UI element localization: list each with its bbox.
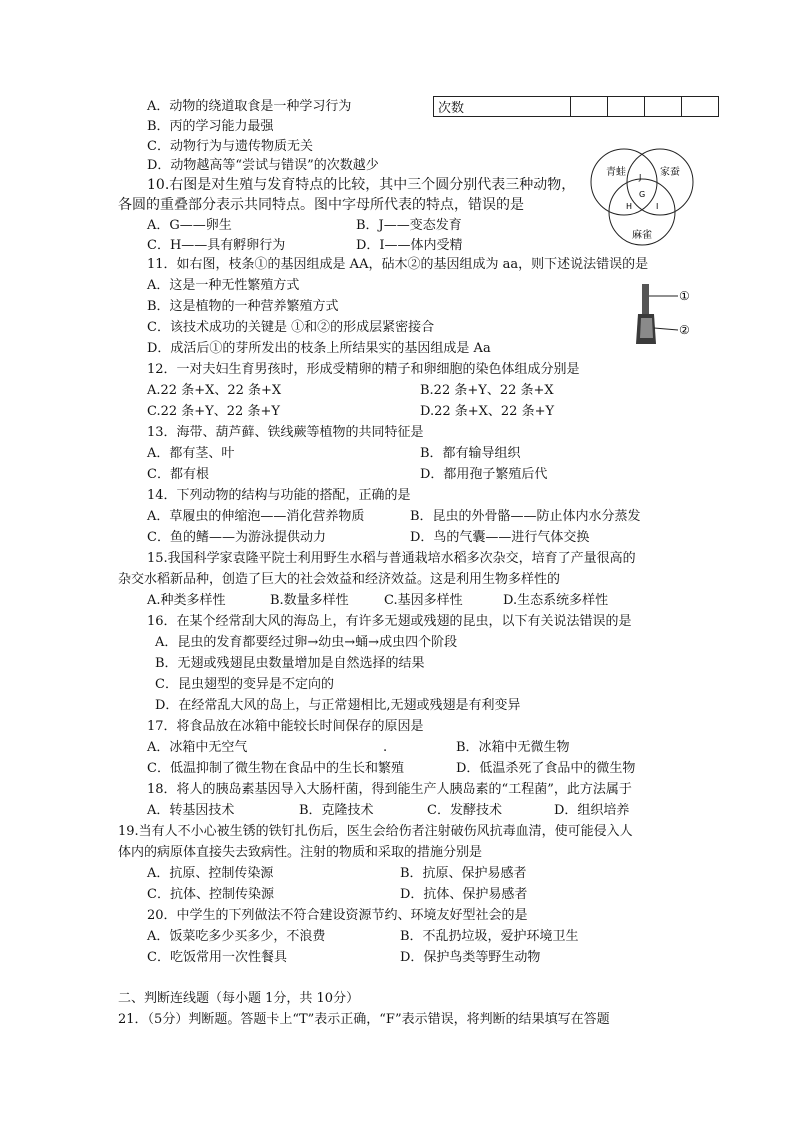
label-rootstock: ② bbox=[679, 323, 690, 337]
question-option: D.生态系统多样性 bbox=[503, 593, 609, 608]
grafting-illustration bbox=[632, 278, 704, 350]
question-option: C．H——具有孵卵行为 bbox=[147, 238, 286, 253]
venn-letter-j: J bbox=[639, 173, 642, 182]
question-option: C．都有根 bbox=[147, 467, 209, 482]
question-option: D．在经常乱大风的岛上，与正常翅相比,无翅或残翅是有利变异 bbox=[155, 698, 521, 713]
question-option: D．成活后①的芽所发出的枝条上所结果实的基因组成是 Aa bbox=[147, 341, 491, 356]
venn-label-silkworm: 家蚕 bbox=[660, 167, 680, 178]
section-heading: 二、判断连线题（每小题 1分，共 10分） bbox=[118, 991, 360, 1006]
question-option: C．抗体、控制传染源 bbox=[147, 887, 274, 902]
question-option: A．G——卵生 bbox=[147, 218, 232, 233]
question-option: A.种类多样性 bbox=[147, 593, 226, 608]
question-option: C．昆虫翅型的变异是不定向的 bbox=[155, 677, 334, 692]
stray-dot: . bbox=[383, 740, 388, 755]
question-option: D．I——体内受精 bbox=[356, 238, 463, 253]
venn-circle-frog bbox=[591, 149, 657, 215]
question-option: B．J——变态发育 bbox=[356, 218, 462, 233]
question-option: D．抗体、保护易感者 bbox=[400, 887, 528, 902]
question-option: A．昆虫的发育都要经过卵→幼虫→蛹→成虫四个阶段 bbox=[155, 635, 458, 650]
question-option: D.22 条+X、22 条+Y bbox=[420, 404, 555, 419]
question-option: A．冰箱中无空气 bbox=[147, 740, 248, 755]
question-stem: 杂交水稻新品种，创造了巨大的社会效益和经济效益。这是利用生物多样性的 bbox=[118, 572, 561, 587]
venn-letter-h: H bbox=[626, 202, 633, 211]
question-option: D．都用孢子繁殖后代 bbox=[420, 467, 548, 482]
question-stem: 19.当有人不小心被生锈的铁钉扎伤后，医生会给伤者注射破伤风抗毒血清，使可能侵入人 bbox=[118, 824, 633, 839]
question-option: B.数量多样性 bbox=[270, 593, 349, 608]
question-option: C．低温抑制了微生物在食品中的生长和繁殖 bbox=[147, 761, 404, 776]
venn-circle-silkworm bbox=[627, 149, 693, 215]
question-option: A．抗原、控制传染源 bbox=[147, 866, 274, 881]
venn-letter-i: I bbox=[656, 202, 659, 211]
question-option: A．这是一种无性繁殖方式 bbox=[147, 278, 300, 293]
question-option: B．不乱扔垃圾，爱护环境卫生 bbox=[400, 929, 579, 944]
question-stem: 17．将食品放在冰箱中能较长时间保存的原因是 bbox=[147, 719, 424, 734]
question-stem: 体内的病原体直接失去致病性。注射的物质和采取的措施分别是 bbox=[118, 845, 483, 860]
question-option: C．动物行为与遗传物质无关 bbox=[147, 139, 313, 154]
question-stem: 13．海带、葫芦藓、铁线蕨等植物的共同特征是 bbox=[147, 425, 424, 440]
question-option: D．低温杀死了食品中的微生物 bbox=[456, 761, 636, 776]
question-option: D．动物越高等“尝试与错误”的次数越少 bbox=[147, 158, 379, 173]
question-option: B．无翅或残翅昆虫数量增加是自然选择的结果 bbox=[155, 656, 425, 671]
question-option: B．都有输导组织 bbox=[420, 446, 521, 461]
question-option: A．饭菜吃多少买多少，不浪费 bbox=[147, 929, 326, 944]
question-stem: 20．中学生的下列做法不符合建设资源节约、环境友好型社会的是 bbox=[147, 908, 528, 923]
venn-diagram bbox=[588, 146, 698, 256]
table-header-cell: 次数 bbox=[434, 97, 571, 117]
question-stem: 16．在某个经常刮大风的海岛上，有许多无翅或残翅的昆虫，以下有关说法错误的是 bbox=[147, 614, 632, 629]
table-cell bbox=[571, 97, 608, 117]
question-stem: 各圆的重叠部分表示共同特点。图中字母所代表的特点，错误的是 bbox=[118, 197, 524, 213]
question-stem: 11．如右图，枝条①的基因组成是 AA，砧木②的基因组成为 aa，则下述说法错误的是 bbox=[147, 257, 649, 272]
question-option: C．吃饭常用一次性餐具 bbox=[147, 950, 287, 965]
question-option: A．动物的绕道取食是一种学习行为 bbox=[147, 99, 352, 114]
label-scion: ① bbox=[679, 289, 690, 303]
question-option: C．鱼的鳍——为游泳提供动力 bbox=[147, 530, 326, 545]
scion-shape bbox=[642, 284, 649, 314]
venn-label-sparrow: 麻雀 bbox=[632, 230, 652, 241]
question-option: D．组织培养 bbox=[554, 803, 630, 818]
question-option: B．冰箱中无微生物 bbox=[456, 740, 570, 755]
question-option: B．这是植物的一种营养繁殖方式 bbox=[147, 299, 339, 314]
question-option: A．都有茎、叶 bbox=[147, 446, 235, 461]
question-option: C．发酵技术 bbox=[427, 803, 502, 818]
question-stem: 21．（5分）判断题。答题卡上“T”表示正确，“F”表示错误，将判断的结果填写在答题 bbox=[118, 1012, 610, 1027]
question-option: B．丙的学习能力最强 bbox=[147, 119, 274, 134]
question-option: A．草履虫的伸缩泡——消化营养物质 bbox=[147, 509, 365, 524]
table-cell bbox=[682, 97, 719, 117]
question-option: C.22 条+Y、22 条+Y bbox=[147, 404, 280, 419]
question-option: C.基因多样性 bbox=[384, 593, 463, 608]
venn-label-frog: 青蛙 bbox=[606, 167, 626, 178]
question-option: C．该技术成功的关键是 ①和②的形成层紧密接合 bbox=[147, 320, 435, 335]
question-option: B．克隆技术 bbox=[299, 803, 374, 818]
question-stem: 10.右图是对生殖与发育特点的比较，其中三个圆分别代表三种动物， bbox=[147, 177, 576, 193]
question-option: D．鸟的气囊——进行气体交换 bbox=[410, 530, 590, 545]
question-option: B．抗原、保护易感者 bbox=[400, 866, 527, 881]
question-option: D．保护鸟类等野生动物 bbox=[400, 950, 541, 965]
question-option: A．转基因技术 bbox=[147, 803, 235, 818]
table-cell bbox=[645, 97, 682, 117]
venn-letter-g: G bbox=[639, 190, 646, 199]
count-table bbox=[433, 96, 719, 117]
question-option: A.22 条+X、22 条+X bbox=[147, 383, 282, 398]
question-option: B．昆虫的外骨骼——防止体内水分蒸发 bbox=[410, 509, 641, 524]
question-stem: 15.我国科学家袁隆平院士利用野生水稻与普通栽培水稻多次杂交，培育了产量很高的 bbox=[147, 551, 636, 566]
question-stem: 18．将人的胰岛素基因导入大肠杆菌，得到能生产人胰岛素的“工程菌”，此方法属于 bbox=[147, 782, 632, 797]
question-stem: 14．下列动物的结构与功能的搭配，正确的是 bbox=[147, 488, 411, 503]
question-option: B.22 条+Y、22 条+X bbox=[420, 383, 554, 398]
question-stem: 12．一对夫妇生育男孩时，形成受精卵的精子和卵细胞的染色体组成分别是 bbox=[147, 362, 580, 377]
table-cell bbox=[608, 97, 645, 117]
